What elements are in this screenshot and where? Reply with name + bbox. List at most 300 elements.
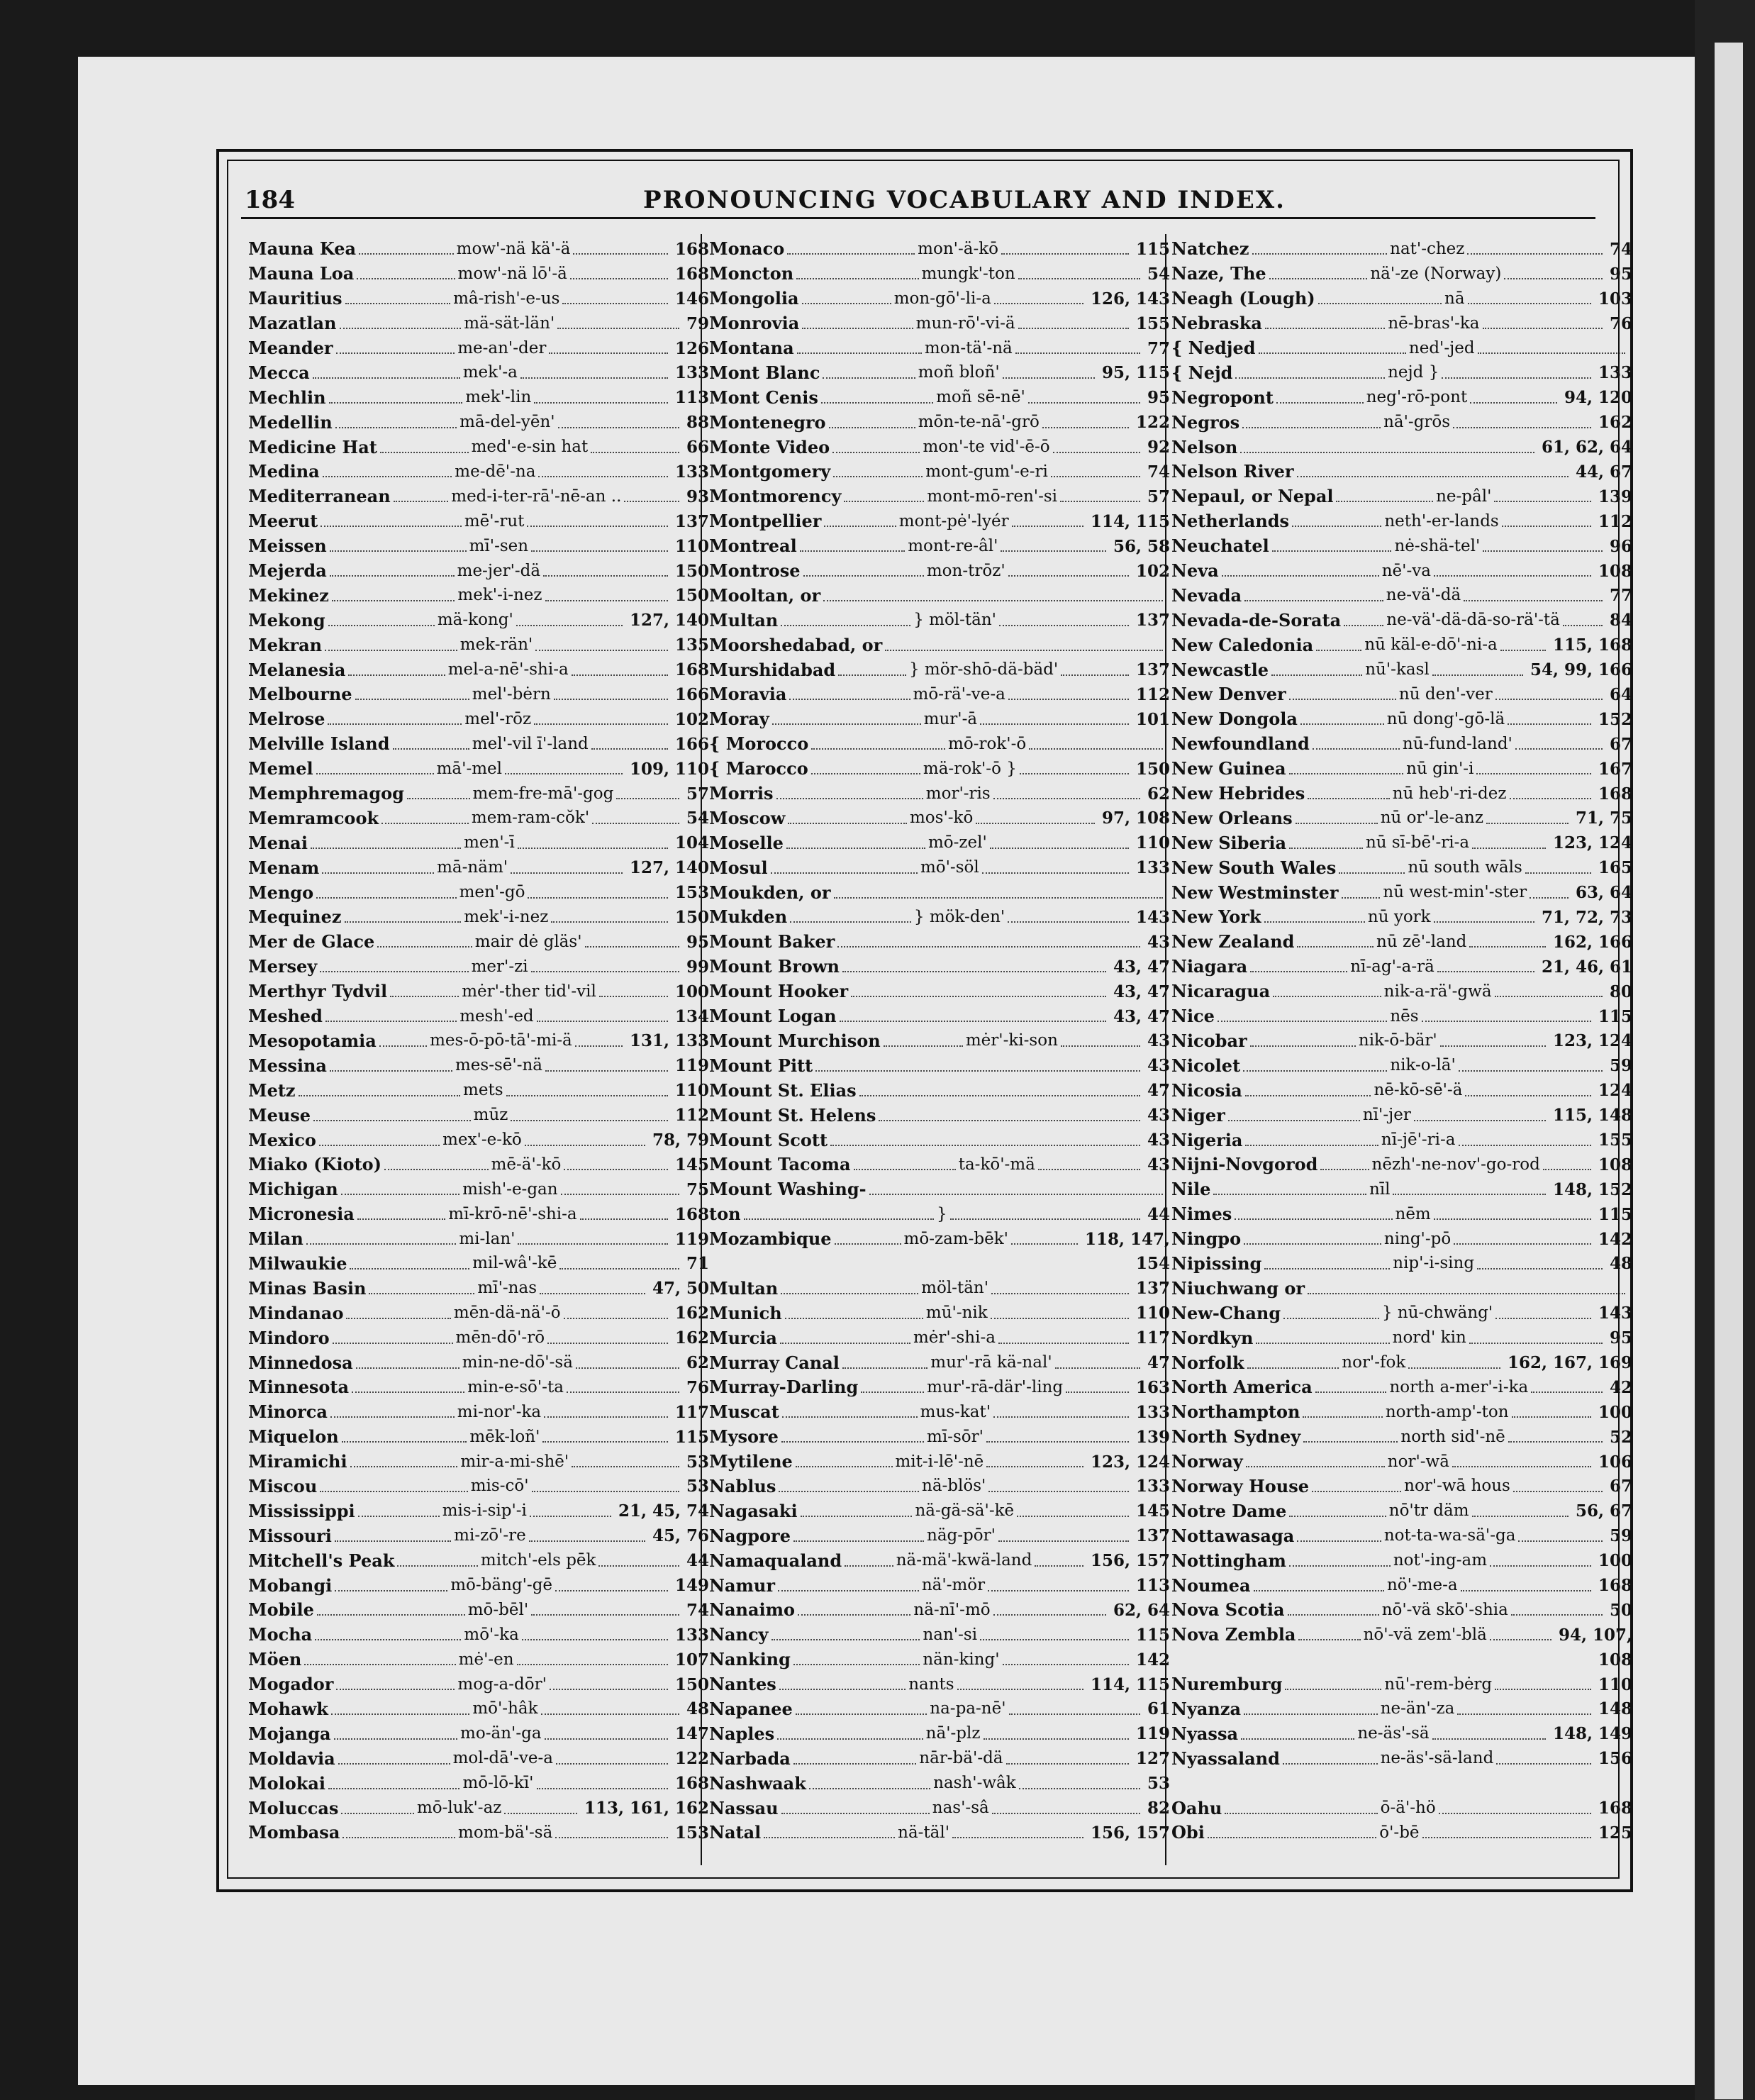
dot-leader [1508,713,1591,725]
entry-pages: 56, 58 [1113,536,1170,556]
entry-pages: 156 [1598,1749,1632,1769]
dot-leader [1483,318,1603,329]
entry-pages: 44 [686,1551,709,1571]
entry-pages: 56, 67 [1575,1501,1632,1521]
dot-leader [1464,590,1603,601]
entry-pages: 67 [1609,1477,1632,1496]
entry-pronunciation: mō-lō-kī' [462,1774,534,1793]
entry-name: Minorca [248,1401,328,1423]
dot-leader [1298,1629,1360,1640]
entry-pages: 44 [1147,1204,1170,1224]
entry-pronunciation: north a-mer'-i-ka [1389,1377,1529,1396]
index-entry [709,806,1170,830]
entry-name: Molokai [248,1772,325,1794]
index-entry [1171,1128,1632,1152]
entry-name: Mount St. Elias [709,1079,857,1101]
entry-pronunciation: mair dė gläs' [474,932,582,951]
entry-name: Moselle [709,832,784,853]
index-entry [1171,262,1632,287]
entry-name: Mount Murchison [709,1030,881,1051]
dot-leader [551,911,668,923]
index-entry [709,287,1170,311]
index-entry [248,1523,709,1548]
index-entry [1171,360,1632,385]
dot-leader [1500,640,1546,651]
index-entry [248,1152,709,1177]
dot-leader [1320,1159,1369,1170]
dot-leader [1434,1209,1591,1220]
dot-leader [335,1530,451,1542]
dot-leader [980,1629,1129,1640]
dot-leader [1288,1604,1379,1616]
entry-pronunciation: mont-mō-ren'-si [927,487,1058,506]
dot-leader [350,1258,469,1270]
dot-leader [1240,442,1534,453]
index-entry [248,1548,709,1573]
entry-name: Ningpo [1171,1228,1242,1250]
dot-leader [1508,1431,1603,1443]
entry-pages: 114, 115 [1090,511,1170,531]
entry-name: Memel [248,758,313,779]
entry-pages: 43 [1147,1106,1170,1126]
index-entry [248,1276,709,1301]
entry-pronunciation: mâ-rish'-e-us [453,289,560,308]
entry-pages: 119 [675,1229,709,1249]
index-entry [709,608,1170,633]
dot-leader [1316,640,1361,651]
entry-pronunciation: mī'-nas [477,1279,537,1298]
dot-leader [348,665,445,676]
index-entry [1171,1004,1632,1029]
dot-leader [1273,986,1381,997]
dot-leader [982,862,1129,874]
index-entry [709,1697,1170,1722]
entry-pronunciation: mō'-hâk [472,1699,538,1718]
index-entry [248,955,709,979]
dot-leader [1051,466,1140,477]
dot-leader [537,1011,668,1022]
dot-leader [829,417,915,428]
entry-pronunciation: mesh'-ed [459,1006,534,1026]
dot-leader [549,343,668,354]
entry-pages: 133 [674,363,709,383]
entry-pronunciation: mont-gum'-e-ri [925,462,1048,481]
dot-leader [537,1778,668,1789]
index-entry [248,1746,709,1771]
entry-name: Nablus [709,1475,776,1496]
index-entry [1171,732,1632,757]
entry-pages: 148 [1598,1699,1632,1719]
index-entry [248,336,709,361]
dot-leader [1452,1456,1591,1467]
entry-pages: 168 [674,660,709,680]
entry-pronunciation: mek'-a [462,363,518,382]
entry-pronunciation: mi-zō'-re [454,1526,526,1545]
entry-pronunciation: nä-mä'-kwä-land [896,1551,1032,1570]
dot-leader [511,862,623,874]
index-entry [248,732,709,757]
entry-pronunciation: } möl-tän' [913,611,997,630]
entry-name: Newcastle [1171,659,1269,680]
index-entry [248,1499,709,1523]
dot-leader [840,1011,1106,1022]
entry-pronunciation: nash'-wâk [933,1774,1016,1793]
entry-name: Nile [1171,1179,1211,1200]
dot-leader [990,838,1129,849]
dot-leader [299,1085,460,1096]
entry-pronunciation: mes-ō-pō-tā'-mi-ä [430,1031,572,1050]
index-entry [1171,608,1632,633]
entry-name: Mogador [248,1674,334,1695]
entry-name: Melbourne [248,684,352,705]
entry-pages: 100 [674,982,709,1001]
dot-leader [1042,417,1129,428]
dot-leader [572,665,668,676]
dot-leader [1543,1159,1591,1170]
entry-pages: 115 [1598,1204,1632,1224]
dot-leader [861,1382,924,1393]
entry-pages: 126, 143 [1090,289,1170,309]
dot-leader [1235,1209,1392,1220]
entry-name: Multan [709,1277,779,1299]
entry-pages: 54, 99, 166 [1530,660,1632,680]
entry-pages: 133 [674,462,709,482]
entry-name: Mount Baker [709,931,835,952]
dot-leader [329,392,463,404]
index-entry [1171,1177,1632,1202]
entry-pronunciation: med-i-ter-rā'-nē-an .. [451,487,622,506]
dot-leader [591,442,679,453]
entry-pronunciation: nīl [1369,1179,1391,1199]
entry-pages: 126 [675,338,709,358]
dot-leader [345,293,451,304]
entry-pages: 62 [1147,784,1170,804]
dot-leader [555,1580,668,1591]
entry-name: Mauna Loa [248,263,355,284]
entry-pronunciation: mā'-mel [436,759,502,778]
entry-pronunciation: nē'-va [1381,561,1431,580]
entry-name: Naples [709,1723,775,1744]
entry-pages: 124 [1598,1081,1632,1101]
index-entry [1171,534,1632,559]
entry-name: Mont Cenis [709,387,818,408]
entry-pages: 166 [675,734,709,754]
entry-pages: 106 [1598,1452,1632,1472]
entry-name: Moldavia [248,1748,335,1769]
dot-leader [1008,911,1129,923]
entry-pronunciation: nī-jē'-ri-a [1381,1130,1456,1149]
index-entry [709,1301,1170,1326]
entry-pages: 122 [1136,413,1170,433]
entry-name: Nebraska [1171,313,1262,334]
index-entry [709,1450,1170,1474]
dot-leader [823,367,915,379]
entry-pronunciation: nor'-fok [1342,1353,1406,1372]
entry-pronunciation: ne-än'-za [1380,1699,1455,1718]
entry-pages: 168 [1598,784,1632,804]
dot-leader [1477,1258,1603,1270]
entry-pages: 142 [1598,1229,1632,1249]
entry-pages: 95 [686,932,709,952]
entry-pronunciation: nēm [1395,1204,1431,1223]
dot-leader [1276,392,1364,404]
entry-pronunciation: mūz [473,1106,508,1125]
entry-pages: 168 [674,1204,709,1224]
entry-pronunciation: mon-trōz' [926,561,1005,580]
entry-pronunciation: ta-kō'-mä [958,1155,1035,1174]
entry-pages: 135 [675,635,709,655]
entry-pages: 168 [1598,1799,1632,1818]
entry-pages: 43, 47 [1113,982,1170,1001]
entry-pronunciation: mō-bēl' [467,1600,529,1619]
dot-leader [538,466,668,477]
index-entry [248,1177,709,1202]
entry-pronunciation: mī-krō-nē'-shi-a [448,1204,577,1223]
dot-leader [1495,689,1603,700]
dot-leader [541,1704,679,1715]
entry-pages: 103 [1598,289,1632,309]
index-entry [248,1450,709,1474]
dot-leader [320,1481,467,1492]
dot-leader [1222,565,1379,577]
entry-name: Miquelon [248,1426,339,1448]
index-entry [709,782,1170,806]
dot-leader [624,491,679,502]
dot-leader [534,713,668,725]
dot-leader [572,1456,679,1467]
dot-leader [851,986,1106,997]
dot-leader [407,788,470,799]
dot-leader [311,838,461,849]
dot-leader [550,1679,668,1690]
entry-name: Mindanao [248,1302,344,1323]
dot-leader [1297,466,1569,477]
entry-pages: 43, 47 [1113,957,1170,977]
entry-pronunciation: ning'-pō [1383,1229,1452,1248]
dot-leader [793,1753,916,1765]
entry-pages: 79 [686,313,709,333]
dot-leader [316,763,434,774]
entry-pages: 44, 67 [1575,462,1632,482]
dot-leader [781,1283,918,1294]
dot-leader [1247,1357,1339,1369]
dot-leader [598,1555,679,1567]
dot-leader [1283,1753,1378,1765]
entry-pages: 45, 76 [652,1526,709,1546]
index-entry [1171,1029,1632,1054]
entry-pages: 43 [1147,1130,1170,1150]
entry-name: Mississippi [248,1500,355,1521]
index-entry [1171,1721,1632,1746]
entry-name: New Guinea [1171,758,1286,779]
entry-pages: 155 [1136,313,1170,333]
index-column-1 [248,237,709,1845]
entry-name: North America [1171,1377,1313,1398]
dot-leader [518,838,668,849]
index-entry [709,1029,1170,1054]
dot-leader [1252,243,1388,255]
dot-leader [1512,1406,1591,1418]
entry-pages: 80 [1610,982,1632,1001]
entry-name: Nicolet [1171,1055,1241,1076]
dot-leader [879,1110,1140,1121]
entry-pages: 48 [1609,1254,1632,1274]
entry-pronunciation: nä'-ze (Norway) [1370,264,1502,283]
entry-pronunciation: mur'-rā-där'-ling [927,1377,1064,1396]
index-entry [248,1128,709,1152]
index-entry [248,1796,709,1821]
entry-name: Namaqualand [709,1550,842,1571]
dot-leader [1469,1333,1603,1344]
entry-pages: 168 [675,1774,709,1794]
dot-leader [789,689,910,700]
dot-leader [506,1085,668,1096]
entry-name: Norway House [1171,1475,1310,1496]
index-entry [1171,1548,1632,1573]
index-entry [709,509,1170,534]
entry-pages: 112 [1136,684,1170,704]
dot-leader [1244,590,1383,601]
dot-leader [980,713,1129,725]
entry-pronunciation: ō-ä'-hö [1380,1799,1436,1818]
entry-name: Mont Blanc [709,362,820,383]
index-entry [248,1598,709,1623]
index-entry [709,1152,1170,1177]
entry-name: Mount Brown [709,956,840,977]
entry-pages: 92 [1147,438,1170,457]
entry-name: Mohawk [248,1698,328,1719]
entry-pronunciation: mēk-loñ' [469,1427,540,1446]
entry-pronunciation: mek'-i-nez [457,586,542,605]
entry-name: Noumea [1171,1574,1251,1596]
index-entry [248,559,709,584]
dot-leader [1342,887,1381,899]
entry-pronunciation: nū west-min'-ster [1383,883,1527,902]
dot-leader [335,1580,447,1591]
entry-pronunciation: nä'-mör [921,1576,986,1595]
entry-pages: 115 [1136,1625,1170,1645]
entry-pronunciation: nord' kin [1392,1328,1466,1348]
dot-leader [1393,1184,1545,1195]
entry-pronunciation: mitch'-els pēk [480,1551,596,1570]
entry-name: Monaco [709,238,785,260]
index-entry [1171,1350,1632,1375]
index-entry [1171,1252,1632,1277]
entry-pages: 117 [1135,1328,1170,1348]
index-entry [709,1573,1170,1598]
dot-leader [1256,1333,1389,1344]
entry-pages: 131, 133 [629,1031,709,1051]
index-entry [248,360,709,385]
dot-leader [957,1679,1083,1690]
dot-leader [369,1283,474,1294]
index-entry [709,1796,1170,1821]
entry-pages: 163 [1135,1377,1170,1397]
dot-leader [1315,1382,1387,1393]
dot-leader [1018,268,1140,279]
entry-name: Mauritius [248,288,342,309]
entry-name: Morris [709,783,774,804]
index-entry [248,509,709,534]
entry-name: Mecca [248,362,310,383]
entry-name: Mekran [248,634,323,655]
entry-name: Nova Scotia [1171,1599,1285,1621]
entry-name: Narbada [709,1748,791,1769]
entry-pronunciation: mō'-söl [920,858,979,877]
entry-pages: 162, 167, 169 [1507,1353,1632,1373]
entry-pronunciation: mex'-e-kō [442,1130,522,1149]
entry-pages: 57 [686,784,709,804]
index-entry [709,1400,1170,1425]
entry-pages: 99 [686,957,709,977]
index-entry [1171,460,1632,484]
dot-leader [744,1209,934,1220]
index-entry [709,880,1170,905]
entry-name: Moscow [709,807,786,828]
index-entry [709,1128,1170,1152]
entry-pages: 97, 108 [1101,809,1170,828]
dot-leader [764,1827,895,1838]
entry-name: Mombasa [248,1822,340,1843]
dot-leader [1035,1555,1083,1567]
index-entry [709,559,1170,584]
dot-leader [1472,1506,1569,1517]
dot-leader [528,887,668,899]
dot-leader [322,862,434,874]
dot-leader [328,713,462,725]
dot-leader [334,1728,457,1740]
entry-pronunciation: nū käl-e-dō'-ni-a [1364,635,1498,655]
entry-name: Mobile [248,1599,314,1621]
dot-leader [511,1110,668,1121]
header-rule [241,217,1595,219]
entry-name: Muscat [709,1401,779,1423]
index-entry [248,287,709,311]
entry-name: Mount Logan [709,1006,837,1027]
entry-name: New Caledonia [1171,634,1314,655]
entry-name: Murray Canal [709,1352,840,1373]
index-entry [248,460,709,484]
entry-pronunciation: nū heb'-ri-dez [1392,784,1507,803]
entry-pages: 139 [1135,1427,1170,1447]
index-entry [709,583,1170,608]
entry-pages: 47 [1147,1081,1170,1101]
entry-pages: 67 [1610,734,1632,754]
entry-pronunciation: mon'-ä-kō [918,239,999,258]
entry-name: Niger [1171,1104,1225,1126]
dot-leader [1003,367,1095,379]
entry-name: Missouri [248,1525,332,1546]
entry-pronunciation: mis-i-sip'-i [442,1501,527,1521]
dot-leader [346,1308,450,1319]
entry-pronunciation: ne-äs'-sä [1357,1724,1430,1743]
dot-leader [1244,1704,1378,1715]
entry-pages: 96 [1610,536,1632,556]
index-entry [1171,1771,1632,1796]
dot-leader [545,1728,668,1740]
dot-leader [390,986,459,997]
entry-pronunciation: mo-än'-ga [460,1724,542,1743]
dot-leader [580,1209,668,1220]
entry-pronunciation: nā'-grōs [1383,413,1451,432]
entry-pages: 71, 75 [1575,809,1632,828]
entry-name: Mediterranean [248,486,391,507]
index-entry [1171,1796,1632,1821]
dot-leader [557,318,679,329]
entry-pronunciation: mō-luk'-az [416,1799,502,1818]
entry-pages: 95, 115 [1101,363,1170,383]
dot-leader [357,268,455,279]
